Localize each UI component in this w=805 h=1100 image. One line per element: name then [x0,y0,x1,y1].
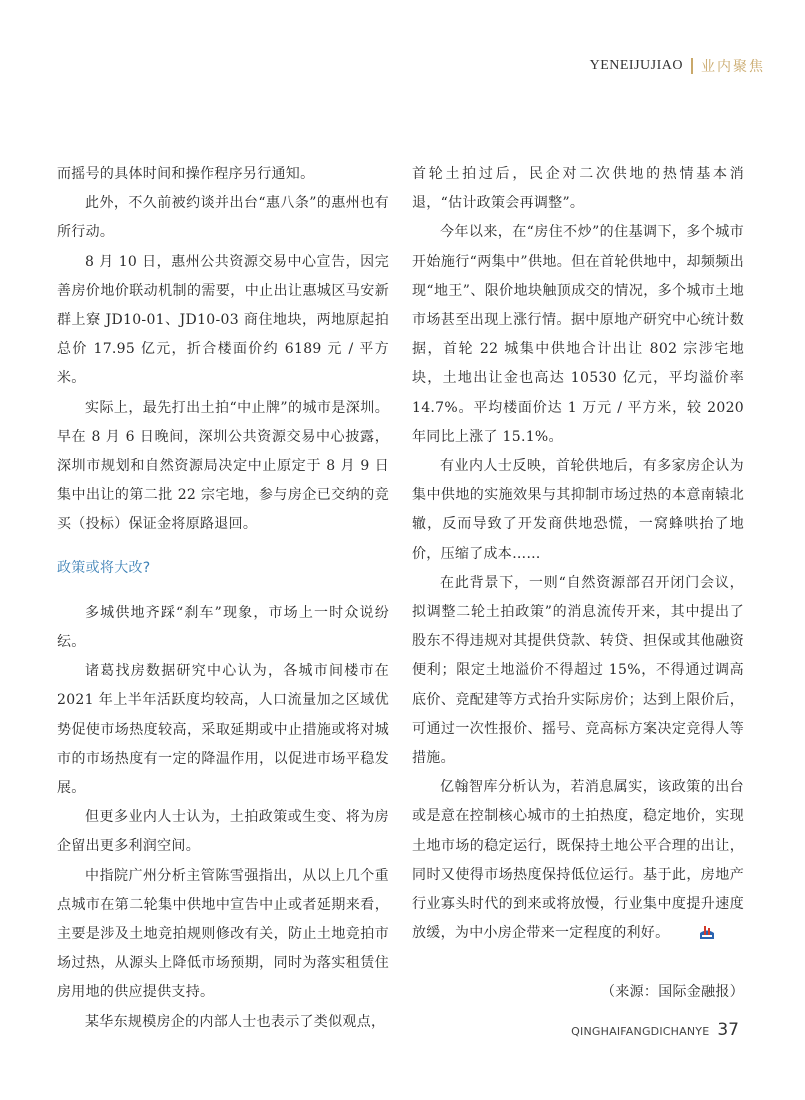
source-attribution: （来源：国际金融报） [601,984,744,1001]
paragraph: 在此背景下，一则“自然资源部召开闭门会议，拟调整二轮土拍政策”的消息流传开来，其中提出了股东不得违规对其提供贷款、转贷、担保或其他融资便利；限定土地溢价不得超过 15%，不得通过调高底价、竞配建等方式抬升实际房价；达到上限价后，可通过一次性报价、摇号、竞高标方案决定竞得人等措施。 [412,574,744,767]
paragraph: 某华东规模房企的内部人士也表示了类似观点， [85,1013,386,1030]
paragraph: 但更多业内人士认为，土拍政策或生变、将为房企留出更多利润空间。 [57,809,389,855]
subheading: 政策或将大改? [57,559,151,576]
paragraph: 实际上，最先打出土拍“中止牌”的城市是深圳。早在 8 月 6 日晚间，深圳公共资源交易中心披露，深圳市规划和自然资源局决定中止原定于 8 月 9 日集中出让的第二批 22 宗宅地，参与房企已交纳的竞买（投标）保证金将原路退回。 [57,399,389,533]
page-number: 37 [717,1020,739,1040]
paragraph: 多城供地齐踩“刹车”现象，市场上一时众说纷纭。 [57,604,389,651]
right-column [412,160,744,1008]
paragraph: 而摇号的具体时间和操作程序另行通知。 [57,166,315,182]
magazine-name: QINGHAIFANGDICHANYE [571,1025,710,1038]
paragraph: 此外，不久前被约谈并出台“惠八条”的惠州也有所行动。 [57,195,389,241]
paragraph: 有业内人士反映，首轮供地后，有多家房企认为集中供地的实施效果与其抑制市场过热的本意南辕北辙，反而导致了开发商供地恐慌，一窝蜂哄抬了地价，压缩了成本…… [412,458,744,562]
paragraph: 中指院广州分析主管陈雪强指出，从以上几个重点城市在第二轮集中供地中宣告中止或者延期来看，主要是涉及土地竞拍规则修改有关，防止土地竞拍市场过热，从源头上降低市场预期，同时为落实租赁住房用地的供应提供支持。 [57,867,389,1001]
paragraph: 诸葛找房数据研究中心认为，各城市间楼市在 2021 年上半年活跃度均较高，人口流量加之区域优势促使市场热度较高，采取延期或中止措施或将对城市的市场热度有一定的降温作用，以促进市场平稳发展。 [57,663,389,797]
paragraph: 8 月 10 日，惠州公共资源交易中心宣告，因完善房价地价联动机制的需要，中止出让惠城区马安新群上寮 JD10-01、JD10-03 商住地块，两地原起拍总价 17.95 亿元，折合楼面价约 6189 元 / 平方米。 [57,253,389,387]
section-name-cn: 业内聚焦 [701,59,765,75]
paragraph: 首轮土拍过后，民企对二次供地的热情基本消退，“估计政策会再调整”。 [412,166,744,212]
paragraph-last [412,773,744,948]
header-divider [691,58,693,74]
paragraph: 今年以来，在“房住不炒”的住基调下，多个城市开始施行“两集中”供地。但在首轮供地中，却频频出现“地王”、限价地块触顶成交的情况，多个城市土地市场甚至出现上涨行情。据中原地产研究中心统计数据，首轮 22 城集中供地合计出让 802 宗涉宅地块，土地出让金也高达 10530 亿元，平均溢价率 14.7%。平均楼面价达 1 万元 / 平方米，较 2020 年同比上涨了 15.1%。 [412,224,744,445]
section-header [590,56,765,76]
paragraph-text: 亿翰智库分析认为，若消息属实，该政策的出台或是意在控制核心城市的土拍热度，稳定地价，实现土地市场的稳定运行，既保持土地公平合理的出让，同时又使得市场热度保持低位运行。基于此，房地产行业寡头时代的到来或将放慢，行业集中度提升速度放缓，为中小房企带来一定程度的利好。 [412,779,744,942]
page-footer [571,1020,739,1040]
left-column [57,160,389,1037]
magazine-logo-icon [671,922,687,938]
section-name-en: YENEIJUJIAO [589,58,683,73]
